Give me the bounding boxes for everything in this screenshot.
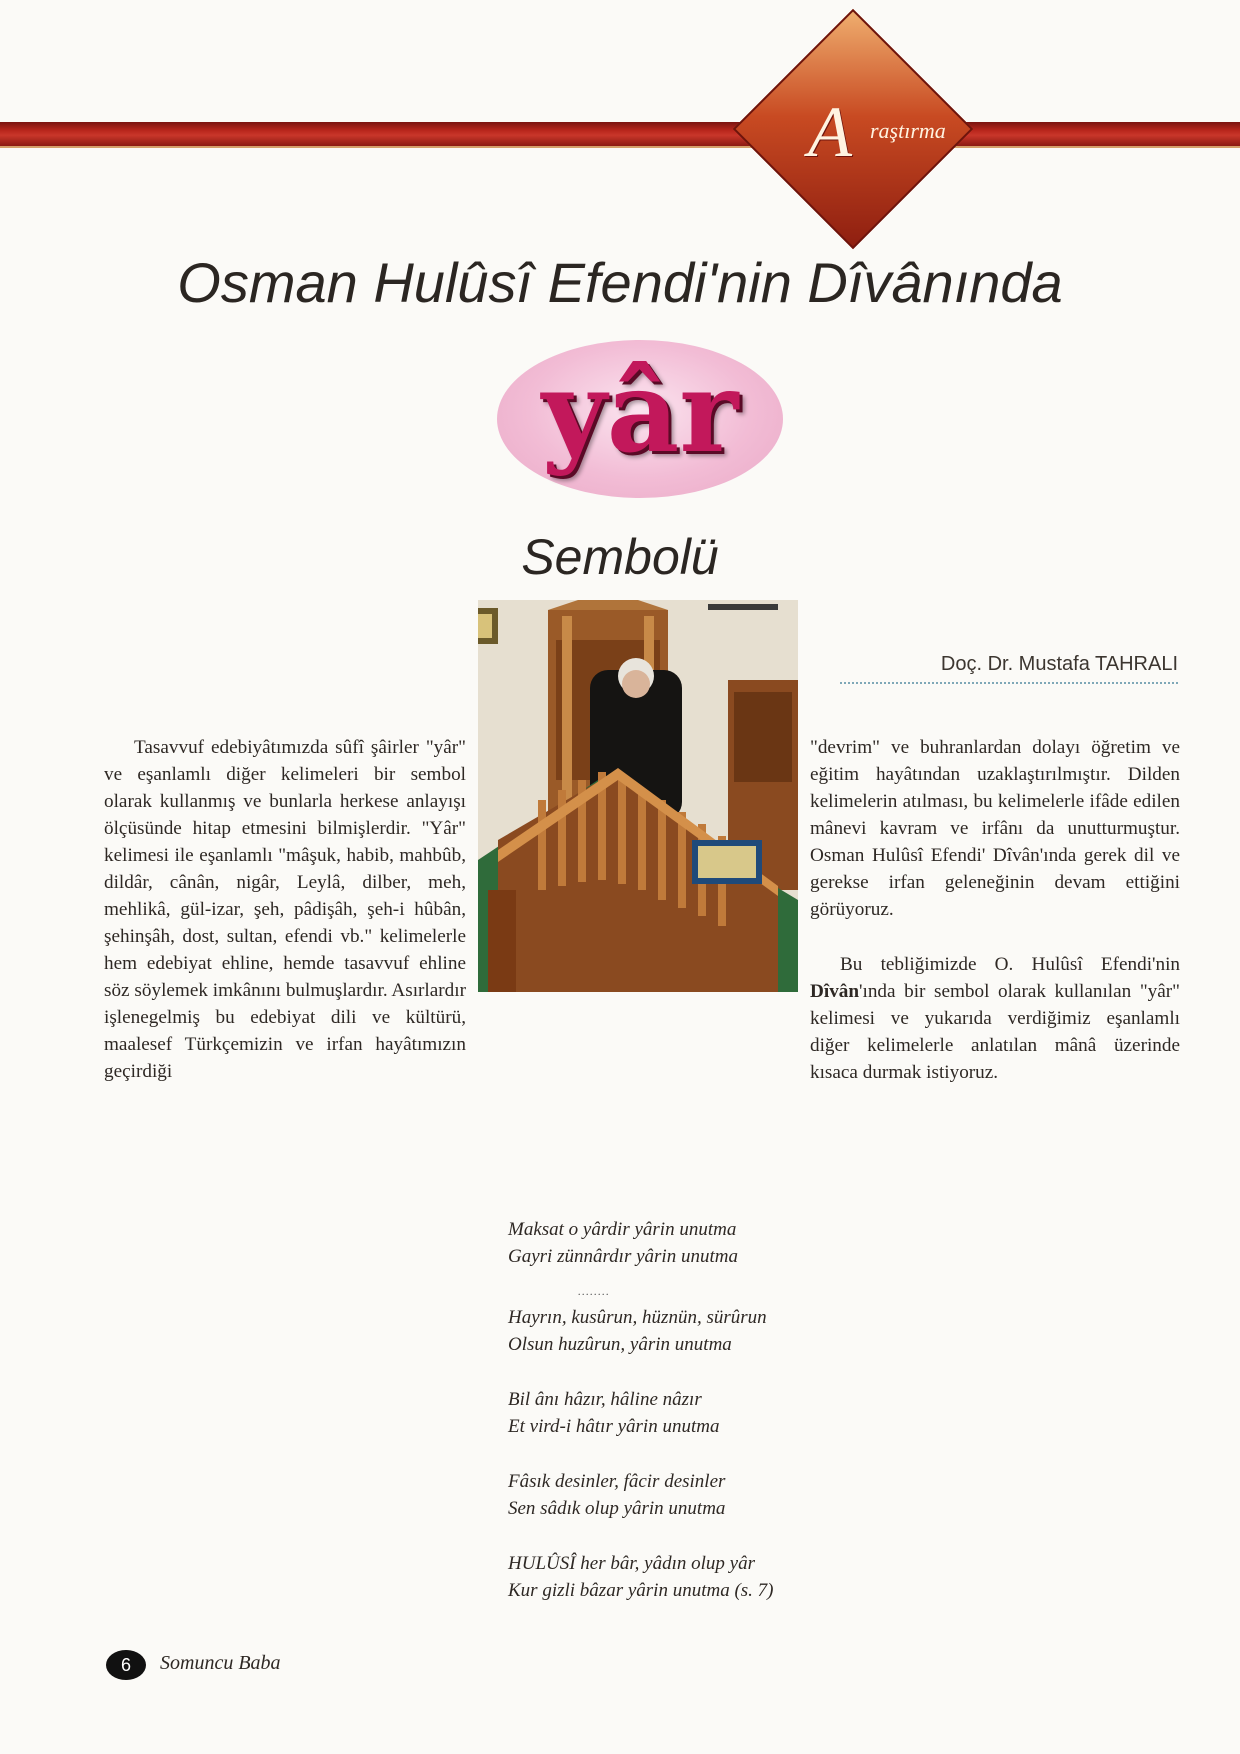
poem-line: Et vird-i hâtır yârin unutma [508,1416,720,1437]
right-paragraph-2 [810,951,1180,1086]
page-number-badge: 6 [106,1650,146,1680]
left-column-top [104,734,466,1085]
poem-line: Olsun huzûrun, yârin unutma [508,1334,732,1355]
article-subtitle: Sembolü [521,529,719,585]
right-paragraph-2-start: Bu tebliğimizde O. Hulûsî Efendi'nin [840,954,1180,975]
poem-line: Gayri zünnârdır yârin unutma [508,1246,738,1267]
poem-line: Bil ânı hâzır, hâline nâzır [508,1389,702,1410]
poem-stanza [508,1216,928,1270]
right-paragraph-2-end: 'ında bir sembol olarak kullanılan "yâr" kelimesi ve yukarıda verdiğimiz eşanlamlı diğer kelimelerle anlatılan mânâ üzerinde kısaca durmak istiyoruz. [810,981,1180,1083]
poem-line: Sen sâdık olup yârin unutma [508,1498,726,1519]
right-paragraph-1: "devrim" ve buhranlardan dolayı öğretim ve eğitim hayâtından uzaklaştırılmıştır. Dilden kelimelerin atılması, bu kelimelerle ifâde edilen mânevi kavram ve irfânı da unutturmuştur. Osman Hulûsî Efendi' Dîvân'ında gerek dil ve gerekse irfan geleneğinin devam ettiğini görüyoruz. [810,737,1180,920]
right-column [810,734,1180,1086]
section-label: raştırma [870,118,946,143]
minbar-photo [478,600,798,992]
header-band-underline [0,146,1240,148]
poem [508,1216,928,1618]
divan-emphasis: Dîvân [810,981,860,1002]
minbar-illustration [478,600,798,992]
poem-stanza [508,1304,928,1358]
author-byline: Doç. Dr. Mustafa TAHRALI [840,653,1178,684]
highlight-word: yâr [541,347,739,478]
left-paragraph-text: Tasavvuf edebiyâtımızda sûfî şâirler "yâr" ve eşanlamlı diğer kelimeleri bir sembol olarak kullanmış ve bunlarla herkese anlayışı ölçüsünde hitap etmesini bilmişlerdir. "Yâr" kelimesi ile eşanlamlı "mâşuk, habib, mahbûb, dildâr, cânân, nigâr, Leylâ, dilber, meh, mehlikâ, gül-izar, şeh, pâdişâh, şeh-i hûbân, şehinşâh, dost, sultan, efendi vb." kelimelerle hem edebiyat ehline, hemde tasavvuf ehline söz söylemek imkânını bulmuşlardır. Asırlardır işlenegelmiş bu edebiyat dili ve kültürü, maalesef Türkçemizin ve irfan hayâtımızın geçirdiği [104,737,466,1082]
poem-line: Hayrın, kusûrun, hüznün, sürûrun [508,1307,767,1328]
poem-line: HULÛSÎ her bâr, yâdın olup yâr [508,1553,755,1574]
poem-separator: ........ [578,1284,610,1298]
poem-stanza [508,1550,928,1604]
section-initial: A [808,92,852,172]
header-band [0,122,1240,146]
poem-line: Kur gizli bâzar yârin unutma (s. 7) [508,1580,774,1601]
poem-line: Maksat o yârdir yârin unutma [508,1219,737,1240]
article-title: Osman Hulûsî Efendi'nin Dîvânında [177,251,1063,314]
left-paragraph [104,734,466,1085]
magazine-name: Somuncu Baba [160,1652,281,1674]
poem-stanza [508,1468,928,1522]
poem-line: Fâsık desinler, fâcir desinler [508,1471,726,1492]
poem-stanza [508,1386,928,1440]
